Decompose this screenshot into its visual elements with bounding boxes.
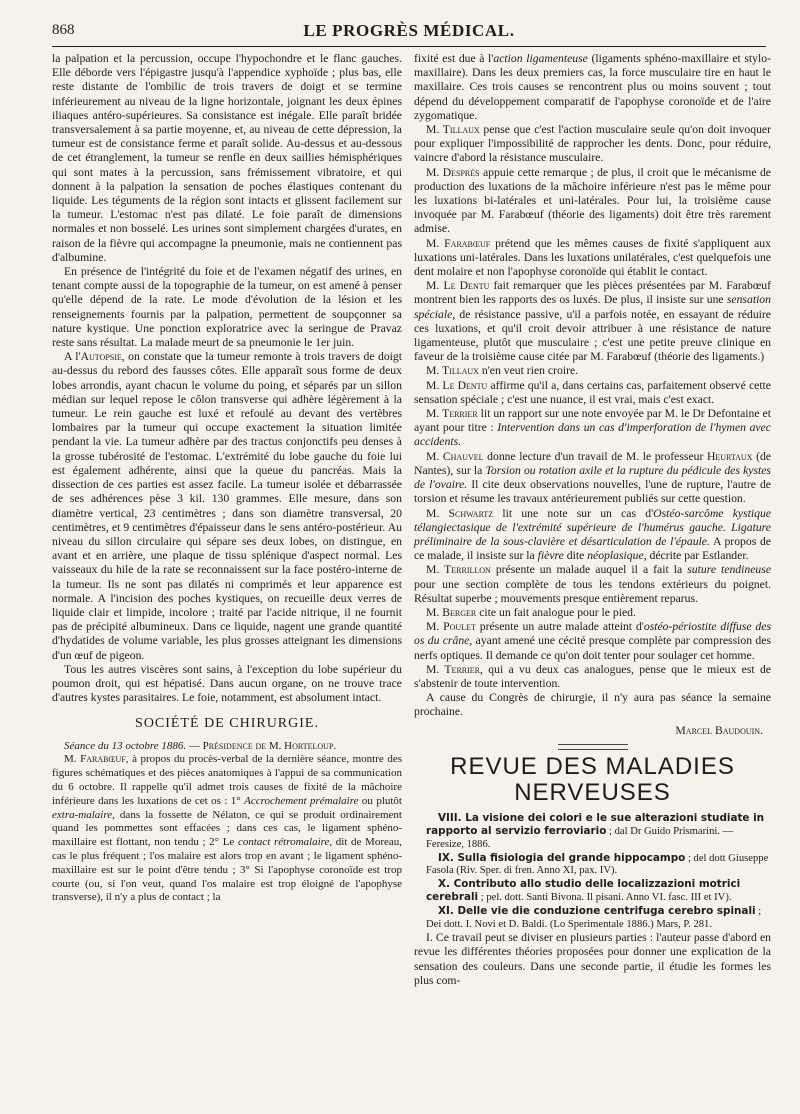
speaker-name: M. Poulet <box>426 620 476 634</box>
revue-item-reference: ; pel. dott. Santi Bivona. Il pisani. Anno VI. fasc. III et IV). <box>478 892 732 904</box>
text-run: présente un autre malade atteint d' <box>475 620 644 634</box>
revue-list <box>414 812 771 931</box>
italic-term: fièvre <box>537 549 564 563</box>
speaker-name: M. Berger <box>426 605 477 619</box>
session-header <box>52 740 402 754</box>
text-run: dite <box>563 549 588 563</box>
revue-item-number: X. <box>438 877 454 890</box>
speaker-name: M. Chauvel <box>426 449 484 463</box>
speaker-name: M. Tillaux <box>426 123 480 137</box>
speaker-name: M. Terrier <box>426 662 481 676</box>
paragraph <box>414 620 771 663</box>
page-number: 868 <box>52 22 75 38</box>
paragraph <box>414 563 771 606</box>
revue-item-title: Delle vie die conduzione centrifuga cerebro spinali <box>457 904 756 917</box>
italic-term: suture tendineuse <box>687 563 772 577</box>
revue-item-title: La visione dei colori e le sue alterazioni studiate in rapporto al servizio ferroviario <box>426 811 765 838</box>
paragraph: Tous les autres viscères sont sains, à l'exception du lobe supérieur du poumon droit, qui est hépatisé. Dans aucun organe, on ne trouve trace d'autres kystes parasitaires. Le foie, notamment, est absolument intact. <box>52 662 402 705</box>
paragraph <box>414 407 771 450</box>
speaker-name: M. Terrier <box>426 407 478 421</box>
text-run: , on constate que la tumeur remonte à trois travers de doigt au-dessus du rebord des fausses côtes. Elle apparaît sous forme de deux lobes arrondis, ayant chacun le volume du poing, et séparés par un sillon médian sur lequel repose le côlon transverse qui adhère légèrement à la tumeur. Le rein gauche est luxé et refoulé au devant des vertèbres lombaires par la tumeur qui occupe exactement la situation limitée pendant la vie. La tumeur adhère par des tractus conjonctifs peu denses à la grosse tubérosité de l'estomac. L'extrémité du lobe gauche du foie lui est également adhérente, ainsi que la queue du pancréas. Mais la dissection de ces parties est assez facile. La tumeur isolée et débarrassée de ses adhérences pèse 3 kil. 130 grammes. Elle mesure, dans son diamètre vertical, 23 centimètres ; dans son diamètre transversal, 20 centimètres, et 9 centimètres d'épaisseur dans le sens antéro-postérieur. Au niveau du sillon circulaire qui sépare ses deux lobes, on distingue, en avant et en arrière, une plaque de tissu splénique d'aspect normal. Les vaisseaux du hile de la rate se reconnaissent sur la face postéro-interne de la tumeur. Ils ne sont pas dilatés ni comprimés et leur apparence est normale. A l'incision des poches kystiques, on recueille deux verres de liquide clair et limpide, incolore ; traité par l'acide nitrique, il ne fournit pas de précipité albumineux. Dans ce liquide, nagent une grande quantité d'hydatides de volume variable, les plus grosses atteignant les dimensions d'un œuf de pigeon. <box>52 350 402 662</box>
paragraph: En présence de l'intégrité du foie et de l'examen négatif des urines, en tenant compte aussi de la topographie de la tumeur, on est amené à penser qu'elle dépend de la rate. Le mode d'évolution de la lésion et les renseignements fournis par la palpation, permettent de soupçonner sa nature kystique. Une ponction exploratrice avec la seringue de Pravaz reste sans résultat. La malade meurt de sa pneumonie le 1er juin. <box>52 265 402 350</box>
text-run: , de résistance passive, u'il a parfois notée, en essayant de réduire ces luxations, et qu'il croit devoir attribuer à une résistance de nature ligamenteuse, plutôt que musculaire ; c'est une petite preuve clinique en faveur de la troisième cause citée par M. Farabœuf (théorie des ligaments.) <box>414 307 771 364</box>
italic-term: Torsion ou rotation axile et la rupture du pédicule des kystes de l'ovaire. <box>414 463 771 492</box>
paragraph <box>414 606 771 620</box>
autopsy-paragraph <box>52 350 402 662</box>
italic-term: Intervention dans un cas d'imperforation de l'hymen avec accidents. <box>414 421 771 449</box>
text-run: cite un fait analogue pour le pied. <box>476 605 636 619</box>
text-run: fait remarquer que les pièces présentées par M. Farabœuf montrent bien les rapports des os luxés. De plus, il insiste sur une <box>414 279 771 307</box>
revue-item-reference: ; del dott Giuseppe Fasola (Riv. Sper. di fren. Anno XI, pax. IV). <box>426 852 769 877</box>
paragraph: A cause du Congrès de chirurgie, il n'y aura pas séance la semaine prochaine. <box>414 691 771 719</box>
text-run: , qui a vu deux cas analogues, pense que le mieux est de s'abstenir de toute intervention. <box>414 662 771 690</box>
autopsy-label: Autopsie <box>80 350 122 364</box>
text-run: , ayant amené une cécité presque complète par compression des nerfs optiques. Il demande ce qu'on doit tenter pour soulager cet homme. <box>414 634 772 662</box>
revue-item-reference: ; Dei dott. I. Novi et D. Baldi. (Lo Sperimentale 1886.) Mars, P. 281. <box>426 905 762 930</box>
speaker-name: M. Terrillon <box>426 563 491 577</box>
text-run: présente un malade auquel il a fait la <box>490 563 688 577</box>
speaker-name: M. Farabœuf <box>64 753 126 766</box>
text-run: n'en veut rien croire. <box>478 364 579 378</box>
text-run: fixité est due à l' <box>414 52 494 65</box>
italic-term: Accrochement prémalaire <box>244 794 359 807</box>
italic-term: sensation spéciale <box>414 293 771 321</box>
text-run: lit une note sur un cas d' <box>493 506 654 520</box>
speaker-name: M. Le Dentu <box>426 279 490 293</box>
revue-item-number: VIII. <box>438 811 466 824</box>
paragraph <box>414 237 771 280</box>
revue-item-number: IX. <box>438 851 458 864</box>
session-date: Séance du 13 octobre 1886. <box>64 739 187 752</box>
right-column <box>414 52 771 988</box>
text-run: A propos de ce malade, il insiste sur la <box>414 534 771 563</box>
journal-title: LE PROGRÈS MÉDICAL. <box>303 21 515 40</box>
text-run: pense que c'est l'action musculaire seule qu'on doit invoquer pour expliquer l'impossibilité de rapprocher les dents. Donc, pour réduire, vaincre d'abord la résistance musculaire. <box>414 123 772 165</box>
text-run: appuie cette remarque ; de plus, il croit que le mécanisme de production des luxations de la mâchoire inférieure n'est pas le même pour les luxations bi-latérales et uni-latérales. Pour lui, la troisième cause invoquée par M. Farabœuf (théorie des ligaments) doit être très rarement admise. <box>414 165 771 236</box>
text-run: , dit de Moreau, cas le plus fréquent ; l'os malaire est alors trop en avant ; le ligament sphéno-maxillaire est sur le point d'être tendu ; 3° Si l'apophyse coronoïde est trop courte (ou, si l'on veut, quand l'os malaire est trop éloigné de l'apophyse transverse), il n'y a plus de contact ; la <box>52 836 402 904</box>
italic-term: ostéo-périostite diffuse des os du crâne <box>414 620 771 648</box>
italic-term: action ligamenteuse <box>493 52 588 65</box>
text-run: (de Nantes), sur la <box>414 449 771 477</box>
paragraph: la palpation et la percussion, occupe l'hypochondre et le flanc gauches. Elle déborde vers l'épigastre jusqu'à l'appendice xyphoïde ; plus bas, elle reste distante de l'ombilic de trois travers de doigt et se termine inférieurement au niveau de la ligne horizontale, joignant les deux épines iliaques antéro-supérieures. Sa consistance est inégale. Elle paraît bridée transversalement à sa partie moyenne, et, au niveau de cette dépression, la tumeur est de consistance ferme et paraît solide. Au-dessus et au-dessous de cet étranglement, la tumeur se renfle en deux saillies hémisphériques qui sont mates à la percussion, sans frémissement vibratoire, et qui donnent à la palpation la sensation de poches élastiques contenant du liquide. Les téguments de la région sont intacts et glissent facilement sur la tumeur. L'estomac n'est pas dilaté. Le foie paraît de dimensions normales et non bosselé. Les urines sont simplement chargées d'urates, en raison de la fièvre qui accompagne la pneumonie, mais ne contiennent pas d'albumine. <box>52 52 402 264</box>
italic-term: contact rétromalaire <box>237 836 330 849</box>
ornamental-rule <box>558 744 628 750</box>
speaker-name: M. Farabœuf <box>426 236 491 250</box>
text-run: pour une section complète de tous les tendons extérieurs du poignet. Résultat superbe ; mouvements presque entièrement reparus. <box>414 577 771 605</box>
text-run: (ligaments sphéno-maxillaire et stylo-maxillaire). Dans les deux premiers cas, la force musculaire tire en haut le maxillaire. Ces trois causes se rencontrent plus ou moins souvent ; tout dépend du développement comparatif de l'apophyse coronoïde et de l'aire zygomatique. <box>414 52 771 122</box>
speaker-name: M. Tillaux <box>426 364 479 378</box>
paragraph <box>414 364 771 378</box>
paragraph <box>414 52 771 123</box>
text-run: lit un rapport sur une note envoyée par M. le Dr Defontaine et ayant pour titre : <box>414 407 771 435</box>
revue-item <box>414 878 771 905</box>
revue-item-title: Contributo allo studio delle localizzazioni motrici cerebrali <box>426 877 741 904</box>
author-name: Heurtaux <box>706 449 753 463</box>
italic-term: extra-malaire <box>52 808 113 821</box>
italic-term: néoplasique <box>587 549 644 563</box>
text-run: affirme qu'il a, dans certains cas, parfaitement observé cette sensation spéciale ; c'est une nuance, il est vrai, mais c'est exact. <box>414 378 771 406</box>
section-title: SOCIÉTÉ DE CHIRURGIE. <box>135 716 319 732</box>
text-columns <box>52 52 772 1106</box>
signature: Marcel Baudouin. <box>675 723 763 737</box>
paragraph <box>52 753 402 905</box>
session-block <box>52 740 402 906</box>
page-header <box>52 20 766 47</box>
left-column <box>52 52 402 905</box>
italic-term: Ostéo-sarcôme kystique télangiectasique de l'extrémité supérieure de l'humérus gauche. Ligature préliminaire de la sous-clavière et désarticulation de l'épaule. <box>414 506 771 548</box>
text-run: Il cite deux observations nouvelles, l'une de rupture, l'autre de torsion et résume les travaux antérieurement publiés sur cette question. <box>414 478 771 506</box>
speaker-name: M. Le Dentu <box>426 378 488 392</box>
revue-item <box>414 812 771 852</box>
paragraph <box>414 507 771 564</box>
paragraph <box>414 279 771 364</box>
text-run: A l' <box>64 350 81 364</box>
paragraph <box>414 166 771 237</box>
revue-item-title: Sulla fisiologia del grande hippocampo <box>457 851 686 864</box>
revue-item-reference: ; dal Dr Guido Prismarini. — Feresize, 1886. <box>426 826 734 850</box>
text-run: , à propos du procès-verbal de la dernière séance, montre des figures schématiques et des pièces anatomiques à l'appui de sa communication du 6 octobre. Il rappelle qu'il admet trois causes de fixité de la mâchoire inférieure dans les luxations de cet os : 1° <box>52 753 402 807</box>
text-run: ou plutôt <box>358 794 402 807</box>
revue-item <box>414 852 771 878</box>
revue-paragraph: I. Ce travail peut se diviser en plusieurs parties : l'auteur passe d'abord en revue les différentes théories proposées pour donner une explication de la sensation des couleurs. Dans une seconde partie, il étudie les formes les plus com- <box>414 931 771 987</box>
revue-item <box>414 905 771 931</box>
session-president: — Présidence de M. Horteloup. <box>186 739 337 752</box>
revue-item-number: XI. <box>438 904 458 917</box>
paragraph <box>414 123 771 166</box>
paragraph <box>414 450 771 507</box>
text-run: , décrite par Estlander. <box>643 549 749 563</box>
text-run: prétend que les mêmes causes de fixité s'appliquent aux luxations uni-latérales. Dans les luxations unilatérales, c'est quelquefois une dent molaire et non l'apophyse coronoïde qui établit le contact. <box>414 236 771 279</box>
revue-title: REVUE DES MALADIES NERVEUSES <box>450 752 735 806</box>
paragraph <box>414 663 771 691</box>
text-run: donne lecture d'un travail de M. le professeur <box>483 449 707 463</box>
paragraph <box>414 379 771 407</box>
text-run: , dans la fossette de Nélaton, ce qui se produit ordinairement quand les pommettes sont effacées ; dans ces cas, le ligament sphéno-maxillaire est flottant, non tendu ; 2° Le <box>52 808 402 849</box>
speaker-name: M. Després <box>426 165 480 179</box>
speaker-name: M. Schwartz <box>426 506 494 520</box>
